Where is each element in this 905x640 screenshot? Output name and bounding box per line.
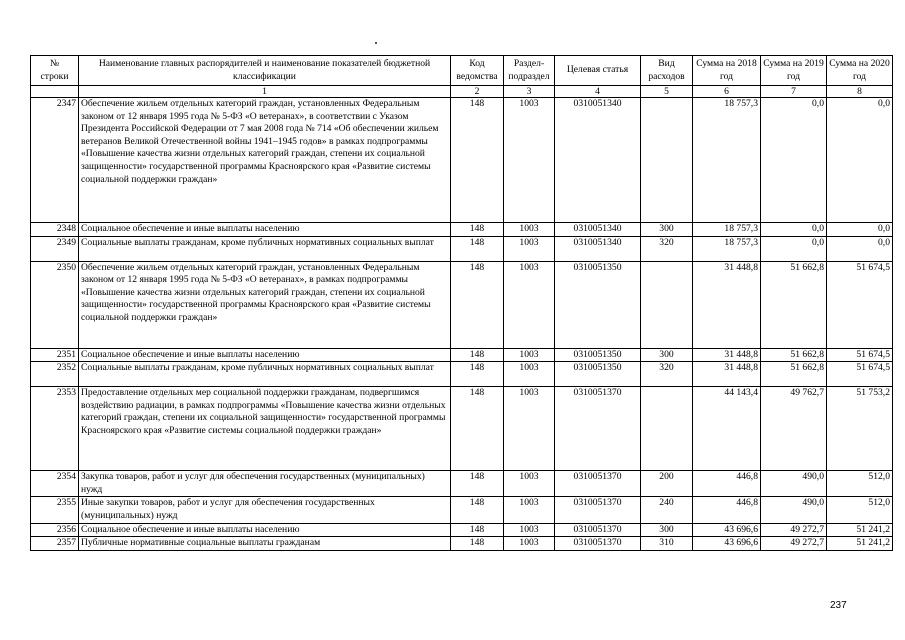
row-target-item: 0310051370 [555,387,641,471]
row-target-item: 0310051340 [555,223,641,237]
header-sum-2018: Сумма на 2018 год [693,56,761,86]
header-sum-2020: Сумма на 2020 год [827,56,893,86]
row-description: Иные закупки товаров, работ и услуг для обеспечения государственных (муниципальных) нужд [79,497,451,523]
row-sum-2018: 18 757,3 [693,98,761,223]
row-description: Закупка товаров, работ и услуг для обеспечения государственных (муниципальных) нужд [79,471,451,497]
row-department-code: 148 [451,387,504,471]
row-number: 2355 [31,497,79,523]
row-department-code: 148 [451,471,504,497]
row-description: Социальные выплаты гражданам, кроме публичных нормативных социальных выплат [79,362,451,387]
row-section: 1003 [504,537,555,551]
row-expense-type: 300 [641,523,693,537]
row-target-item: 0310051370 [555,523,641,537]
header-number: 1 [79,86,451,98]
budget-table [30,55,893,551]
table-row [31,236,893,261]
header-number: 8 [827,86,893,98]
row-sum-2020: 51 753,2 [827,387,893,471]
row-sum-2018: 31 448,8 [693,348,761,362]
row-sum-2019: 49 762,7 [761,387,827,471]
row-expense-type: 310 [641,537,693,551]
row-department-code: 148 [451,261,504,348]
row-expense-type: 300 [641,223,693,237]
row-description: Обеспечение жильем отдельных категорий граждан, установленных Федеральным законом от 12 января 1995 года № 5-ФЗ «О ветеранах», в соответствии с Указом Президента Российской Федерации от 7 мая 2008 года № 714 «Об обеспечении жильем ветеранов Великой Отечественной войны 1941–1945 годов» в рамках подпрограммы «Повышение качества жизни отдельных категорий граждан, степени их социальной защищенности» государственной программы Красноярского края «Развитие системы социальной поддержки граждан» [79,98,451,223]
row-department-code: 148 [451,236,504,261]
row-number: 2349 [31,236,79,261]
header-number-row [31,86,893,98]
row-description: Социальные выплаты гражданам, кроме публичных нормативных социальных выплат [79,236,451,261]
header-number: 4 [555,86,641,98]
row-target-item: 0310051370 [555,471,641,497]
row-sum-2020: 512,0 [827,497,893,523]
row-target-item: 0310051340 [555,236,641,261]
table-row [31,471,893,497]
row-sum-2020: 51 674,5 [827,348,893,362]
header-number: 6 [693,86,761,98]
header-number: 5 [641,86,693,98]
row-description: Социальное обеспечение и иные выплаты населению [79,523,451,537]
header-target-item: Целевая статья [555,56,641,86]
row-sum-2018: 44 143,4 [693,387,761,471]
row-number: 2353 [31,387,79,471]
row-section: 1003 [504,98,555,223]
row-section: 1003 [504,523,555,537]
table-row [31,387,893,471]
row-department-code: 148 [451,523,504,537]
row-number: 2356 [31,523,79,537]
row-expense-type [641,387,693,471]
table-row [31,98,893,223]
row-sum-2018: 31 448,8 [693,362,761,387]
row-number: 2347 [31,98,79,223]
row-expense-type: 320 [641,362,693,387]
row-department-code: 148 [451,348,504,362]
row-expense-type [641,98,693,223]
row-sum-2020: 512,0 [827,471,893,497]
row-number: 2350 [31,261,79,348]
header-department-code: Код ведомства [451,56,504,86]
row-target-item: 0310051340 [555,98,641,223]
header-number: 3 [504,86,555,98]
header-sum-2019: Сумма на 2019 год [761,56,827,86]
row-expense-type [641,261,693,348]
row-section: 1003 [504,348,555,362]
table-row [31,497,893,523]
row-sum-2020: 51 241,2 [827,523,893,537]
table-row [31,537,893,551]
row-section: 1003 [504,497,555,523]
row-section: 1003 [504,387,555,471]
row-sum-2018: 18 757,3 [693,223,761,237]
scan-speck [375,42,377,44]
row-description: Социальное обеспечение и иные выплаты населению [79,348,451,362]
page-number: 237 [830,600,847,611]
row-sum-2018: 31 448,8 [693,261,761,348]
table-row [31,223,893,237]
row-target-item: 0310051370 [555,497,641,523]
row-sum-2019: 49 272,7 [761,537,827,551]
table-row [31,261,893,348]
row-sum-2018: 446,8 [693,497,761,523]
table-row [31,348,893,362]
row-sum-2018: 43 696,6 [693,537,761,551]
row-sum-2020: 0,0 [827,223,893,237]
header-number [31,86,79,98]
header-expense-type: Вид расходов [641,56,693,86]
header-row [31,56,893,86]
header-number: 2 [451,86,504,98]
row-target-item: 0310051350 [555,261,641,348]
row-sum-2019: 490,0 [761,497,827,523]
row-section: 1003 [504,223,555,237]
row-sum-2020: 51 241,2 [827,537,893,551]
header-row-number: № строки [31,56,79,86]
row-description: Публичные нормативные социальные выплаты гражданам [79,537,451,551]
row-number: 2351 [31,348,79,362]
row-department-code: 148 [451,98,504,223]
row-section: 1003 [504,236,555,261]
row-expense-type: 240 [641,497,693,523]
row-sum-2020: 0,0 [827,236,893,261]
row-target-item: 0310051350 [555,362,641,387]
row-sum-2018: 446,8 [693,471,761,497]
row-sum-2019: 51 662,8 [761,362,827,387]
row-section: 1003 [504,362,555,387]
row-sum-2019: 490,0 [761,471,827,497]
row-sum-2018: 43 696,6 [693,523,761,537]
row-sum-2019: 49 272,7 [761,523,827,537]
row-sum-2020: 51 674,5 [827,362,893,387]
header-number: 7 [761,86,827,98]
row-sum-2019: 0,0 [761,98,827,223]
row-description: Обеспечение жильем отдельных категорий граждан, установленных Федеральным законом от 12 января 1995 года № 5-ФЗ «О ветеранах», в рамках подпрограммы «Повышение качества жизни отдельных категорий граждан, степени их социальной защищенности» государственной программы Красноярского края «Развитие системы социальной поддержки граждан» [79,261,451,348]
row-department-code: 148 [451,223,504,237]
row-number: 2357 [31,537,79,551]
row-sum-2019: 51 662,8 [761,261,827,348]
row-department-code: 148 [451,362,504,387]
row-department-code: 148 [451,537,504,551]
row-sum-2020: 0,0 [827,98,893,223]
table-row [31,523,893,537]
row-number: 2348 [31,223,79,237]
row-description: Социальное обеспечение и иные выплаты населению [79,223,451,237]
row-sum-2018: 18 757,3 [693,236,761,261]
header-section: Раздел-подраздел [504,56,555,86]
row-section: 1003 [504,471,555,497]
row-target-item: 0310051350 [555,348,641,362]
row-section: 1003 [504,261,555,348]
row-sum-2019: 51 662,8 [761,348,827,362]
row-sum-2020: 51 674,5 [827,261,893,348]
row-department-code: 148 [451,497,504,523]
row-expense-type: 200 [641,471,693,497]
row-expense-type: 320 [641,236,693,261]
row-sum-2019: 0,0 [761,223,827,237]
row-expense-type: 300 [641,348,693,362]
row-sum-2019: 0,0 [761,236,827,261]
header-name: Наименование главных распорядителей и наименование показателей бюджетной классификации [79,56,451,86]
row-number: 2354 [31,471,79,497]
row-number: 2352 [31,362,79,387]
row-description: Предоставление отдельных мер социальной поддержки гражданам, подвергшимся воздействию радиации, в рамках подпрограммы «Повышение качества жизни отдельных категорий граждан, степени их социальной защищенности» государственной программы Красноярского края «Развитие системы социальной поддержки граждан» [79,387,451,471]
table-row [31,362,893,387]
row-target-item: 0310051370 [555,537,641,551]
